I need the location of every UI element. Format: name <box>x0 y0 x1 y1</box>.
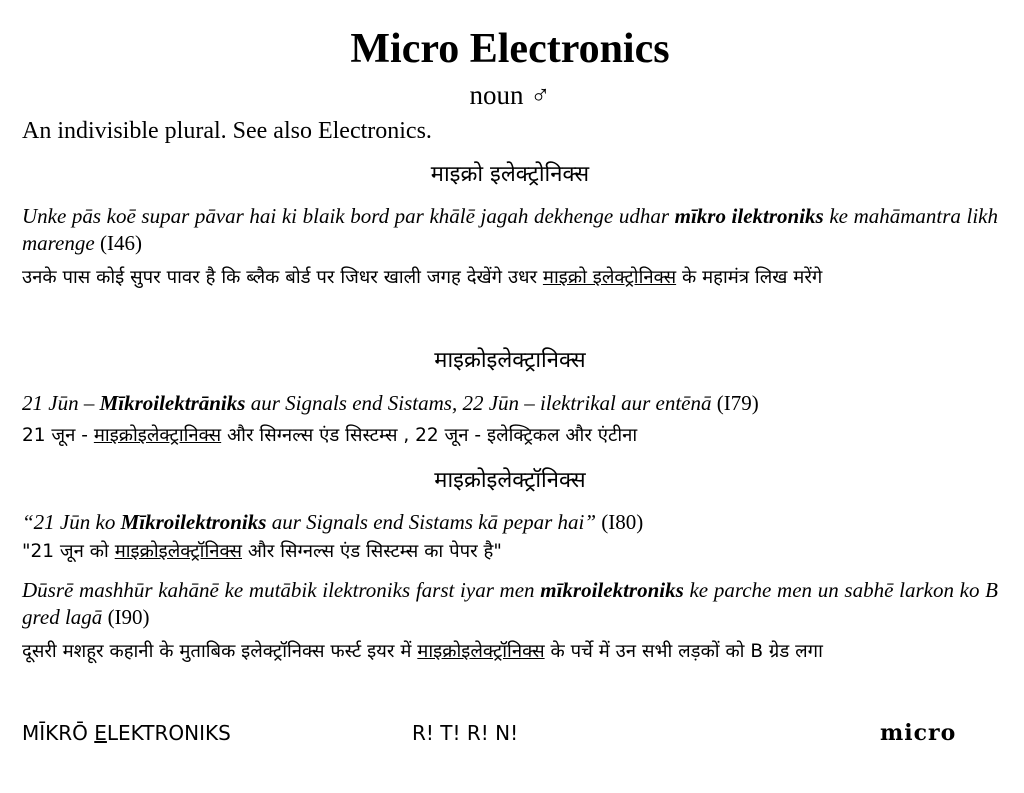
rtrn-label: R! T! R! N! <box>412 721 519 745</box>
citation-ref: (I80) <box>601 510 644 534</box>
devanagari-example-3 <box>22 536 998 568</box>
pronunciation-part: MĪKRŌ <box>22 721 95 745</box>
headword-2: माइक्रोइलेक्ट्रानिक्स <box>434 348 586 373</box>
dev-keyword: माइक्रो इलेक्ट्रोनिक्स <box>542 267 677 288</box>
roman-keyword: Mīkroilektroniks <box>120 510 267 534</box>
part-of-speech: noun ♂ <box>469 80 551 110</box>
citation-ref: (I79) <box>716 391 759 415</box>
dev-text: दूसरी मशहूर कहानी के मुताबिक इलेक्ट्रॉनिक्स फर्स्ट इयर में <box>22 641 418 662</box>
devanagari-example-1 <box>22 262 998 294</box>
pronunciation <box>22 718 231 748</box>
dev-text: और सिग्नल्स एंड सिस्टम्स का पेपर है" <box>242 541 502 562</box>
devanagari-example-4 <box>22 636 998 668</box>
dev-text: 21 जून - <box>22 425 94 446</box>
roman-text: aur Signals end Sistams kā pepar hai” <box>266 510 597 534</box>
roman-text: Dūsrē mashhūr kahānē ke mutābik ilektroniks farst iyar men <box>22 578 541 602</box>
roman-text: “21 Jūn ko <box>22 510 121 534</box>
dev-text: के पर्चे में उन सभी लड़कों को B ग्रेड लगा <box>544 641 823 662</box>
dev-text: के महामंत्र लिख मरेंगे <box>676 267 823 288</box>
roman-text: aur Signals end Sistams, 22 Jūn – ilektrikal aur entēnā <box>245 391 712 415</box>
micro-stamp: micro <box>880 720 957 746</box>
roman-keyword: mīkroilektroniks <box>540 578 684 602</box>
pronunciation-stress: E <box>94 721 107 745</box>
citation-ref: (I90) <box>107 605 150 629</box>
roman-text: ke mahāmantra likh marenge <box>22 204 998 255</box>
dictionary-page <box>22 0 998 793</box>
roman-example-1 <box>22 203 998 257</box>
headword-3: माइक्रोइलेक्ट्रॉनिक्स <box>434 468 586 493</box>
dev-keyword: माइक्रोइलेक्ट्रॉनिक्स <box>114 541 242 562</box>
roman-text: Unke pās koē supar pāvar hai ki blaik bord par khālē jagah dekhenge udhar <box>22 204 675 228</box>
roman-text: 21 Jūn – <box>22 391 100 415</box>
definition: An indivisible plural. See also Electronics. <box>22 118 432 144</box>
dev-keyword: माइक्रोइलेक्ट्रानिक्स <box>93 425 222 446</box>
dev-keyword: माइक्रोइलेक्ट्रॉनिक्स <box>417 641 545 662</box>
roman-text: ke parche men un sabhē larkon ko B gred lagā <box>22 578 998 629</box>
citation-ref: (I46) <box>99 231 142 255</box>
roman-example-3 <box>22 509 998 536</box>
devanagari-example-2 <box>22 420 998 452</box>
roman-keyword: mīkro ilektroniks <box>674 204 824 228</box>
dev-text: उनके पास कोई सुपर पावर है कि ब्लैक बोर्ड पर जिधर खाली जगह देखेंगे उधर <box>22 267 543 288</box>
roman-keyword: Mīkroilektrāniks <box>99 391 246 415</box>
entry-title: Micro Electronics <box>350 26 670 72</box>
roman-example-2 <box>22 390 998 417</box>
dev-text: "21 जून को <box>22 541 115 562</box>
dev-text: और सिग्नल्स एंड सिस्टम्स , 22 जून - इलेक्ट्रिकल और एंटीना <box>221 425 638 446</box>
headword-1: माइक्रो इलेक्ट्रोनिक्स <box>430 162 590 187</box>
pronunciation-part: LEKTRONIKS <box>106 721 231 745</box>
roman-example-4 <box>22 577 998 631</box>
